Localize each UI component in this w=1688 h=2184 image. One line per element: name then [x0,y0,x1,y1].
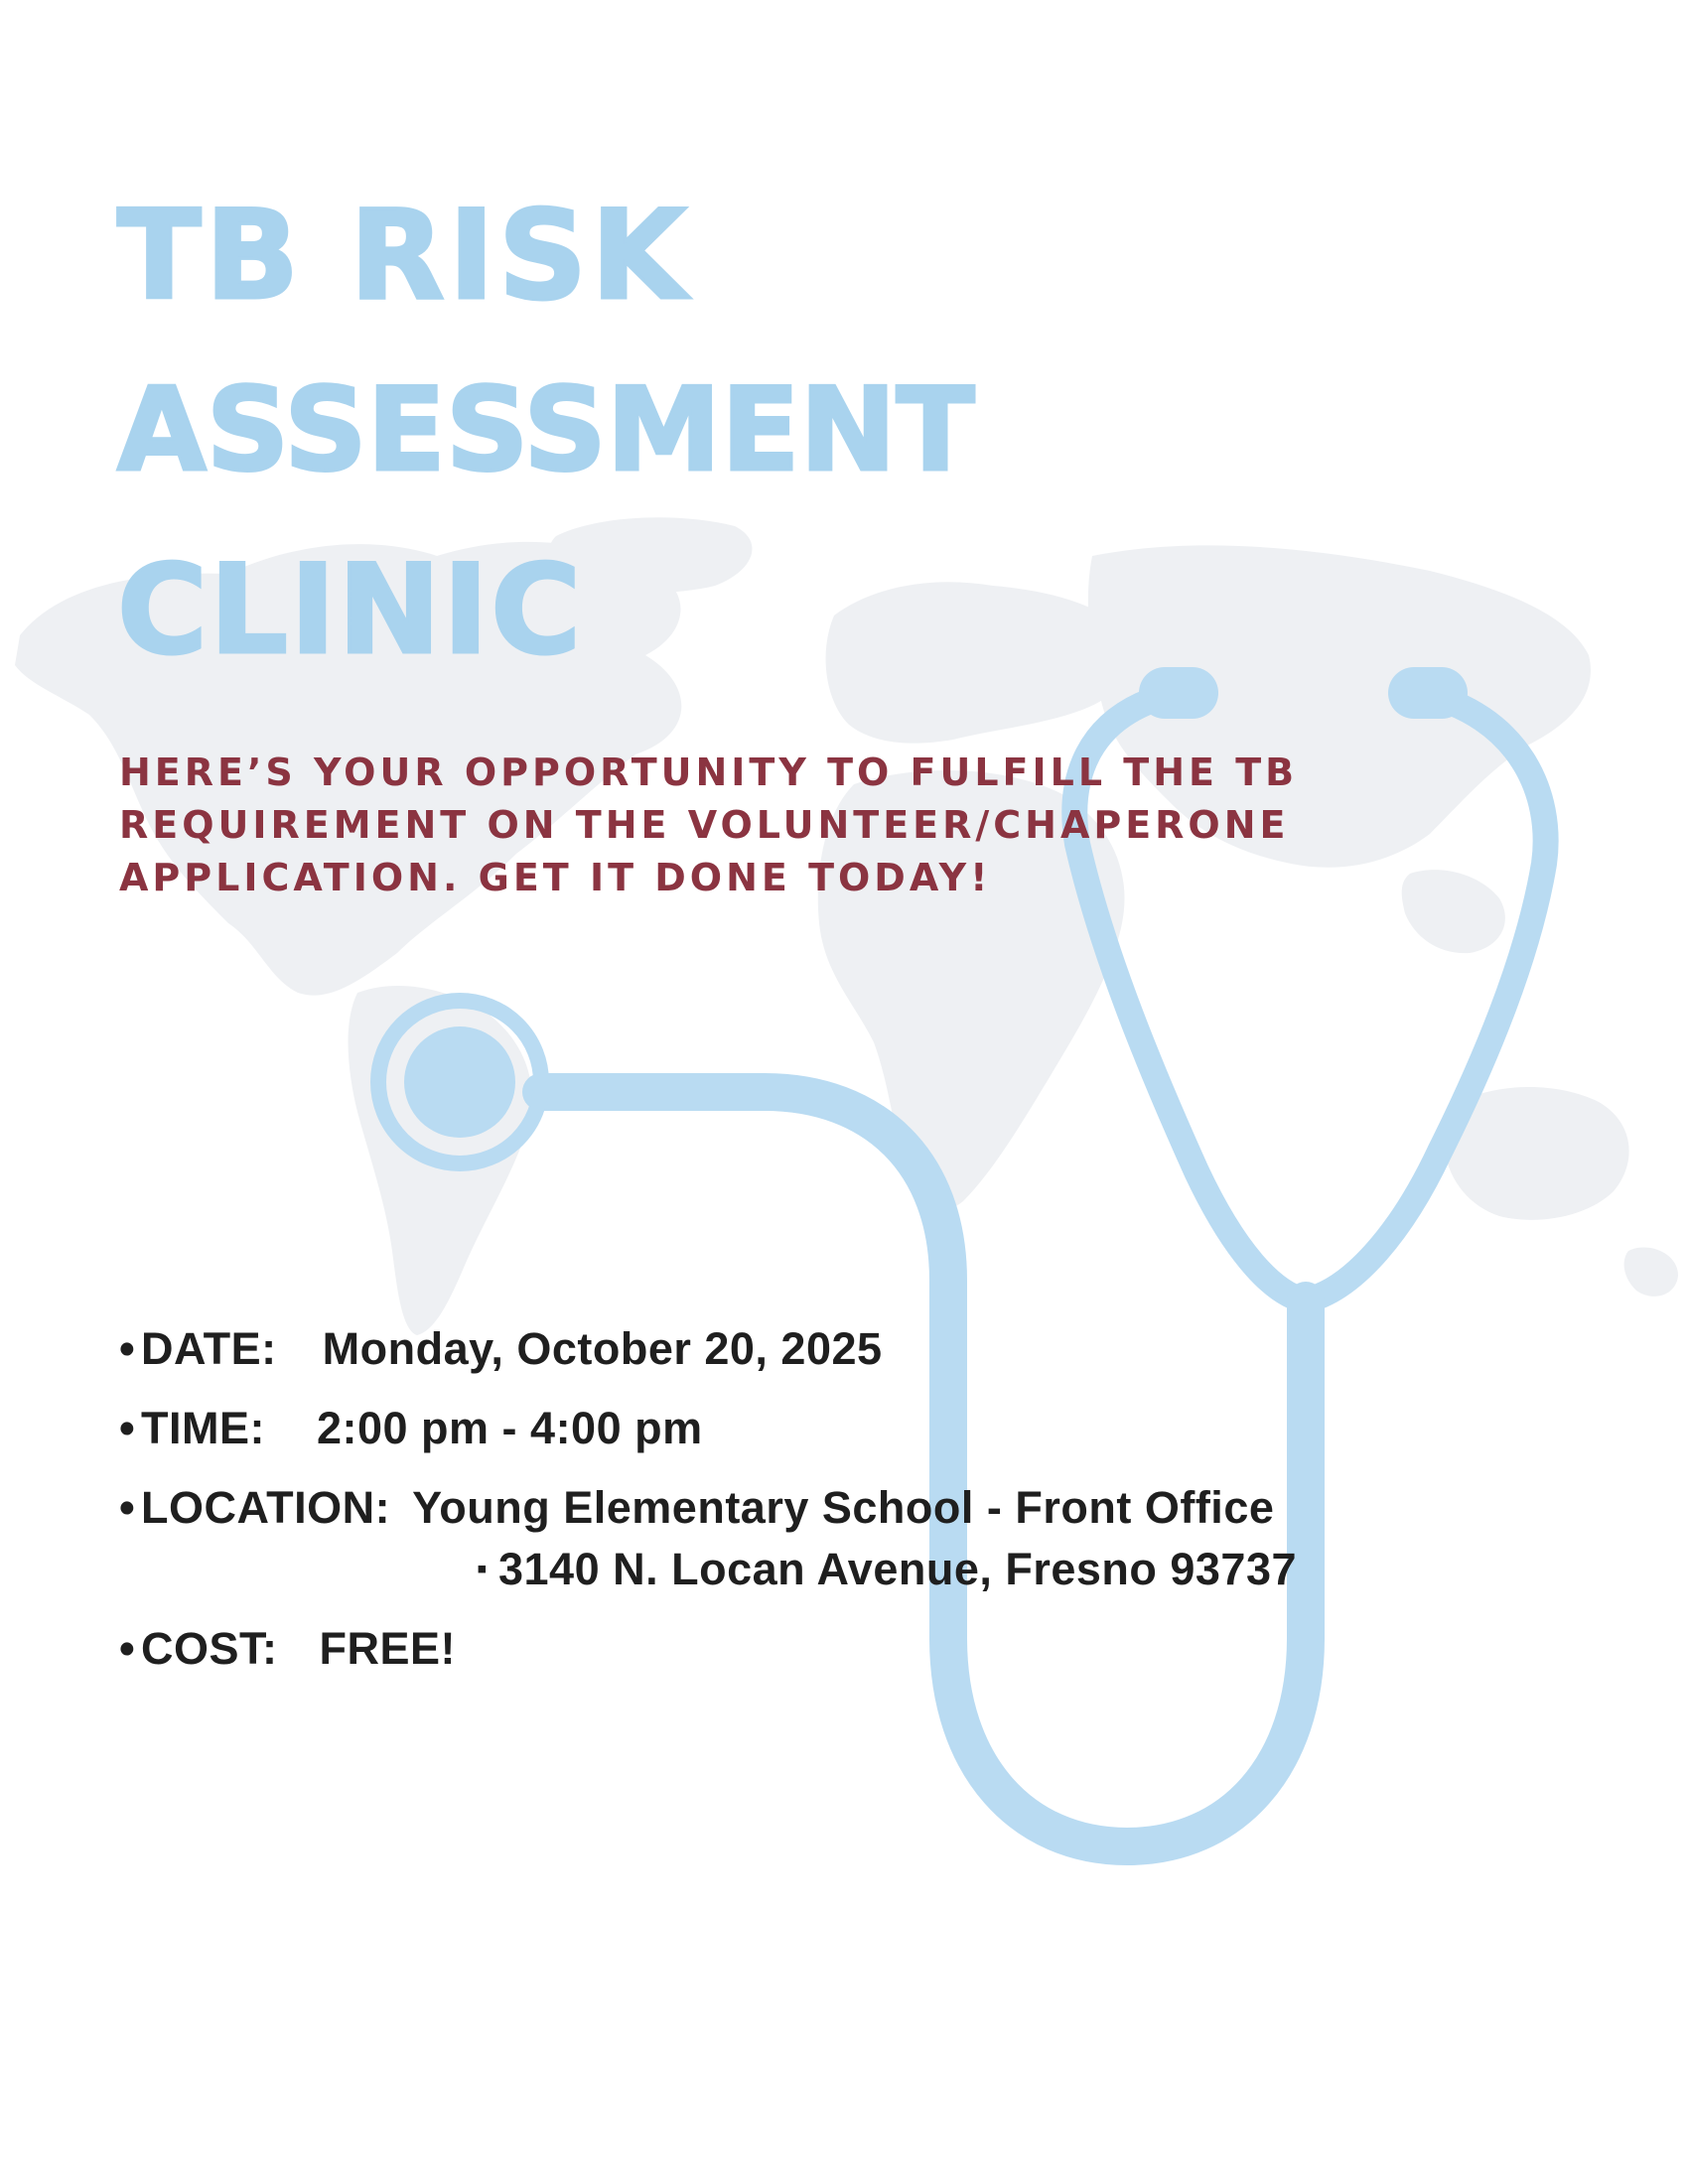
subheading-line-1: HERE’S YOUR OPPORTUNITY TO FULFILL THE TB [119,751,1299,794]
stethoscope-tube [541,1092,1306,1846]
stethoscope-eartip-right [1388,667,1468,719]
detail-time [119,1403,703,1453]
subheading [119,747,1579,904]
bullet: • [119,1482,135,1533]
detail-address [477,1544,1298,1594]
location-value: Young Elementary School - Front Office [412,1482,1275,1533]
stethoscope-eartip-left [1139,667,1218,719]
subheading-line-3: APPLICATION. GET IT DONE TODAY! [119,856,992,899]
detail-location [119,1482,1275,1533]
location-label: LOCATION: [141,1482,391,1533]
cost-label: COST: [141,1623,278,1674]
time-label: TIME: [141,1403,265,1453]
detail-cost [119,1623,456,1674]
cost-value: FREE! [319,1623,456,1674]
date-value: Monday, October 20, 2025 [322,1323,883,1374]
title-line-1: TB RISK [117,185,691,328]
bullet: • [119,1403,135,1453]
sub-bullet: ▪ [477,1553,488,1585]
date-label: DATE: [141,1323,277,1374]
title-line-2: ASSESSMENT [117,363,975,497]
address-value: 3140 N. Locan Avenue, Fresno 93737 [498,1544,1298,1594]
title-line-3: CLINIC [117,539,584,682]
detail-date [119,1323,883,1374]
subheading-line-2: REQUIREMENT ON THE VOLUNTEER/CHAPERONE [119,803,1290,847]
stethoscope-chestpiece-disc [404,1026,515,1138]
time-value: 2:00 pm - 4:00 pm [316,1403,703,1453]
bullet: • [119,1623,135,1674]
map-new-zealand [1624,1247,1678,1296]
bullet: • [119,1323,135,1374]
